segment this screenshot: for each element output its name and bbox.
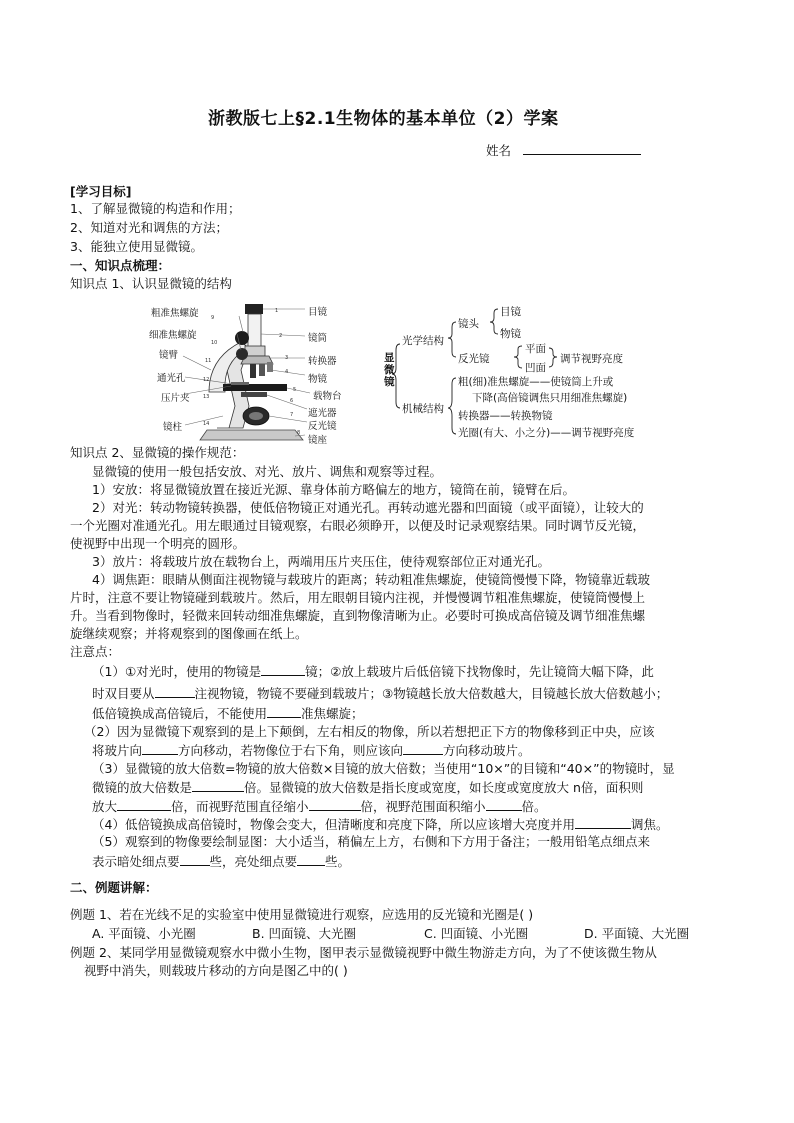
blank-move-direction-1[interactable] xyxy=(142,740,178,755)
objective-item-3: 3、能独立使用显微镜。 xyxy=(70,239,203,254)
note-5-text-d: 些。 xyxy=(325,854,351,869)
label-eyepiece: 目镜 xyxy=(308,307,328,318)
objective-item-2: 2、知道对光和调焦的方法； xyxy=(70,220,228,235)
example-1-option-b[interactable]: B. 凹面镜、大光圈 xyxy=(252,926,357,941)
note-1-line-2 xyxy=(92,683,668,704)
marker-10: 10 xyxy=(211,340,218,346)
marker-3: 3 xyxy=(285,355,289,361)
kp2-step-4-line-1: 4）调焦距：眼睛从侧面注视物镜与载玻片的距离；转动粗准焦螺旋，使镜筒慢慢下降，物镜靠近载玻 xyxy=(92,572,650,587)
blank-move-direction-2[interactable] xyxy=(403,740,443,755)
tree-mirror: 反光镜 xyxy=(458,353,490,365)
kp2-step-1: 1）安放：将显微镜放置在接近光源、靠身体前方略偏左的地方，镜筒在前，镜臂在后。 xyxy=(92,482,575,497)
marker-9: 9 xyxy=(211,315,215,321)
label-base: 镜座 xyxy=(308,435,328,446)
notes-heading: 注意点： xyxy=(70,644,121,659)
tree-flat: 平面 xyxy=(525,343,546,355)
tree-optical: 光学结构 xyxy=(402,335,444,347)
note-5-text-b: 表示暗处细点要 xyxy=(92,854,180,869)
note-3-text-e: 倍，而视野范围直径缩小 xyxy=(171,799,309,814)
tree-aperture: 光圈(有大、小之分)——调节视野亮度 xyxy=(458,427,635,439)
blank-magnification[interactable] xyxy=(192,777,244,792)
note-2-text-b: 将玻片向 xyxy=(92,743,143,758)
label-converter: 转换器 xyxy=(308,356,337,367)
example-2-line-1: 例题 2、某同学用显微镜观察水中微小生物，图甲表示显微镜视野中微生物游走方向，为了不使该微生物从 xyxy=(70,945,657,960)
microscope-figure xyxy=(145,298,380,444)
note-2-line-1: （2）因为显微镜下观察到的是上下颠倒，左右相反的物像，所以若想把正下方的物像移到正中央，应该 xyxy=(84,724,655,739)
blank-view-direction[interactable] xyxy=(155,683,195,698)
kp2-step-2-line-2: 一个光圈对准通光孔。用左眼通过目镜观察，右眼必须睁开，以便及时记录观察结果。同时调节反光镜， xyxy=(70,518,646,533)
blank-diameter-shrink[interactable] xyxy=(309,796,361,811)
note-1-line-3 xyxy=(92,703,364,724)
tree-concave: 凹面 xyxy=(525,362,546,374)
example-2-line-2: 视野中消失，则载玻片移动的方向是图乙中的( ) xyxy=(84,963,348,978)
marker-1: 1 xyxy=(275,308,279,314)
label-pillar: 镜柱 xyxy=(163,422,183,433)
label-clip: 压片夹 xyxy=(161,393,190,404)
note-3-text-f: 倍，视野范围面积缩小 xyxy=(360,799,486,814)
note-1-text-a: （1）①对光时，使用的物镜是 xyxy=(92,664,262,679)
marker-8: 8 xyxy=(297,430,301,436)
label-stage: 载物台 xyxy=(313,391,342,402)
label-tube: 镜筒 xyxy=(308,333,328,344)
blank-light-dots[interactable] xyxy=(297,851,325,866)
tree-converter: 转换器——转换物镜 xyxy=(458,410,553,422)
tree-focus-2: 下降(高倍镜调焦只用细准焦螺旋) xyxy=(472,392,628,404)
page-title: 浙教版七上§2.1生物体的基本单位（2）学案 xyxy=(208,109,559,129)
note-3-text-d: 放大 xyxy=(92,799,118,814)
marker-7: 7 xyxy=(290,412,294,418)
note-3-text-b: 微镜的放大倍数是 xyxy=(92,780,193,795)
note-1-text-d: 注视物镜，物镜不要碰到载玻片；③物镜越长放大倍数越大，目镜越长放大倍数越小； xyxy=(194,686,669,701)
blank-area-shrink[interactable] xyxy=(486,796,522,811)
marker-14: 14 xyxy=(203,421,210,427)
tree-focus-1: 粗(细)准焦螺旋——使镜筒上升或 xyxy=(458,376,614,388)
note-1-text-c: 时双目要从 xyxy=(92,686,155,701)
label-shutter: 遮光器 xyxy=(308,408,337,419)
note-1-text-f: 准焦螺旋； xyxy=(301,706,364,721)
blank-area-magnify[interactable] xyxy=(117,796,171,811)
label-fine-focus: 细准焦螺旋 xyxy=(149,330,197,341)
blank-dark-dots[interactable] xyxy=(180,851,210,866)
marker-5: 5 xyxy=(293,387,297,393)
label-coarse-focus: 粗准焦螺旋 xyxy=(151,308,199,319)
note-5-line-1: （5）观察到的物像要绘制显图：大小适当，稍偏左上方，右侧和下方用于备注；一般用铅笔点细点来 xyxy=(92,834,650,849)
kp2-step-3: 3）放片：将载玻片放在载物台上，两端用压片夹压住，使待观察部位正对通光孔。 xyxy=(92,554,550,569)
example-1-option-d[interactable]: D. 平面镜、大光圈 xyxy=(584,926,690,941)
label-arm: 镜臂 xyxy=(159,350,179,361)
name-field xyxy=(486,140,641,159)
note-2-text-d: 方向移动玻片。 xyxy=(443,743,531,758)
label-mirror: 反光镜 xyxy=(308,421,337,432)
marker-6: 6 xyxy=(290,398,294,404)
marker-12: 12 xyxy=(203,377,210,383)
example-1-option-a[interactable]: A. 平面镜、小光圈 xyxy=(92,926,196,941)
label-objective: 物镜 xyxy=(308,374,328,385)
example-1-option-c[interactable]: C. 凹面镜、小光圈 xyxy=(424,926,529,941)
kp2-step-2-line-3: 使视野中出现一个明亮的圆形。 xyxy=(70,536,246,551)
note-1-line-1 xyxy=(92,661,654,682)
note-1-text-b: 镜；②放上载玻片后低倍镜下找物像时，先让镜筒大幅下降，此 xyxy=(305,664,654,679)
note-3-line-2 xyxy=(92,777,643,798)
note-1-text-e: 低倍镜换成高倍镜后，不能使用 xyxy=(92,706,268,721)
kp2-intro: 显微镜的使用一般包括安放、对光、放片、调焦和观察等过程。 xyxy=(92,464,443,479)
kp2-step-2-line-1: 2）对光：转动物镜转换器，使低倍物镜正对通光孔。再转动遮光器和凹面镜（或平面镜），让较大的 xyxy=(92,500,644,515)
tree-mirror-function: 调节视野亮度 xyxy=(560,353,623,365)
kp2-step-4-line-4: 旋继续观察；并将观察到的图像画在纸上。 xyxy=(70,626,308,641)
marker-13: 13 xyxy=(203,394,210,400)
tree-root: 显微镜 xyxy=(384,352,395,388)
objective-item-1: 1、了解显微镜的构造和作用； xyxy=(70,201,241,216)
note-4-text-a: （4）低倍镜换成高倍镜时，物像会变大，但清晰度和亮度下降，所以应该增大亮度并用 xyxy=(92,817,575,832)
tree-objective: 物镜 xyxy=(500,328,521,340)
section2-heading: 二、例题讲解： xyxy=(70,880,158,895)
knowledge-point-2: 知识点 2、显微镜的操作规范： xyxy=(70,445,245,460)
marker-11: 11 xyxy=(205,358,212,364)
marker-2: 2 xyxy=(279,333,283,339)
objectives-heading: [学习目标] xyxy=(70,184,132,199)
tree-lens-group: 镜头 xyxy=(458,318,479,330)
note-4-text-b: 调焦。 xyxy=(630,817,669,832)
note-3-text-c: 倍。显微镜的放大倍数是指长度或宽度，如长度或宽度放大 n倍，面积则 xyxy=(244,780,644,795)
example-1-question: 例题 1、若在光线不足的实验室中使用显微镜进行观察，应选用的反光镜和光圈是( ) xyxy=(70,907,534,922)
blank-objective[interactable] xyxy=(261,661,305,676)
blank-focus-knob[interactable] xyxy=(267,703,301,718)
kp2-step-4-line-3: 升。当看到物像时，轻微来回转动细准焦螺旋，直到物像清晰为止。必要时可换成高倍镜及调节细准焦螺 xyxy=(70,608,646,623)
structure-tree xyxy=(384,304,684,444)
note-2-line-2 xyxy=(92,740,531,761)
tree-mechanical: 机械结构 xyxy=(402,403,444,415)
name-label: 姓名 xyxy=(486,143,512,158)
marker-4: 4 xyxy=(285,369,289,375)
label-aperture-hole: 通光孔 xyxy=(157,373,186,384)
note-3-line-1: （3）显微镜的放大倍数=物镜的放大倍数×目镜的放大倍数；当使用“10×”的目镜和“40×”的物镜时，显 xyxy=(92,761,675,776)
note-3-text-g: 倍。 xyxy=(521,799,547,814)
name-blank[interactable] xyxy=(523,140,641,155)
blank-focus-with[interactable] xyxy=(575,814,631,829)
note-2-text-c: 方向移动，若物像位于右下角，则应该向 xyxy=(178,743,404,758)
kp2-step-4-line-2: 片时，注意不要让物镜碰到载玻片。然后，用左眼朝目镜内注视，并慢慢调节粗准焦螺旋，使镜筒慢慢上 xyxy=(70,590,646,605)
section1-heading: 一、知识点梳理： xyxy=(70,258,171,273)
knowledge-point-1: 知识点 1、认识显微镜的结构 xyxy=(70,276,232,291)
tree-eyepiece: 目镜 xyxy=(500,306,521,318)
note-5-text-c: 些，亮处细点要 xyxy=(209,854,298,869)
note-5-line-2 xyxy=(92,851,350,872)
